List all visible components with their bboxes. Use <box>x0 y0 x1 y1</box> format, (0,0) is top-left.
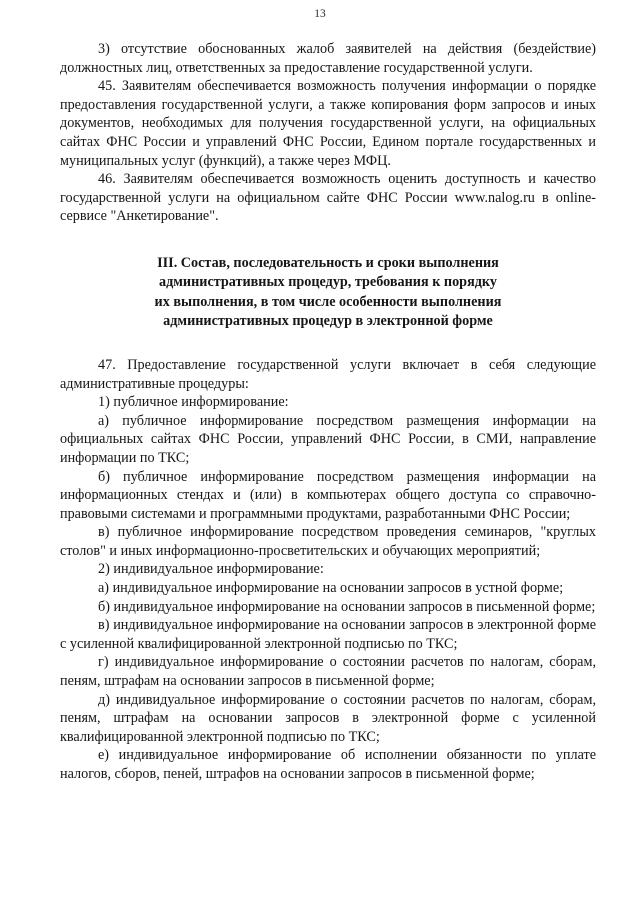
list-item-individual-b: б) индивидуальное информирование на основании запросов в письменной форме; <box>98 598 596 615</box>
section-heading-line: административных процедур, требования к порядку <box>158 274 497 291</box>
section-heading-line: III. Состав, последовательность и сроки выполнения <box>157 254 499 271</box>
paragraph-item-3: 3) отсутствие обоснованных жалоб заявителей на действия (бездействие) должностных лиц, ответственных за предоставление государственной услуги. <box>60 41 596 76</box>
list-item-public-b: б) публичное информирование посредством размещения информации на информационных стендах и (или) в компьютерах общего доступа со справочно-правовыми системами и программными продуктами, разработанными ФНС России; <box>60 468 596 522</box>
paragraph-45: 45. Заявителям обеспечивается возможность получения информации о порядке предоставления государственной услуги, а также копирования форм запросов и иных документов, необходимых для получения государственной услуги, на официальных сайтах ФНС России и управлений ФНС России, Едином портале государственных и муниципальных услуг (функций), а также через МФЦ. <box>60 78 596 169</box>
list-item-public-informing: 1) публичное информирование: <box>98 394 289 411</box>
list-item-public-v: в) публичное информирование посредством проведения семинаров, "круглых столов" и иных информационно-просветительских и обучающих мероприятий; <box>60 524 596 559</box>
list-item-individual-g: г) индивидуальное информирование о состоянии расчетов по налогам, сборам, пеням, штрафам на основании запросов в письменной форме; <box>60 654 596 690</box>
list-item-individual-informing: 2) индивидуальное информирование: <box>98 561 324 578</box>
section-heading <box>60 254 596 332</box>
list-item-individual-v: в) индивидуальное информирование на основании запросов в электронной форме с усиленной квалифицированной электронной подписью по ТКС; <box>60 617 596 652</box>
section-heading-line: административных процедур в электронной форме <box>163 313 493 330</box>
list-item-individual-a: а) индивидуальное информирование на основании запросов в устной форме; <box>98 580 564 597</box>
list-item-individual-e: е) индивидуальное информирование об исполнении обязанности по уплате налогов, сборов, пеней, штрафов на основании запросов в письменной форме; <box>60 747 596 782</box>
paragraph-46: 46. Заявителям обеспечивается возможность оценить доступность и качество государственной услуги на официальном сайте ФНС России www.nalog.ru в online-сервисе "Анкетирование". <box>60 171 596 225</box>
section-heading-line: их выполнения, в том числе особенности выполнения <box>154 293 502 310</box>
paragraph-47: 47. Предоставление государственной услуги включает в себя следующие административные процедуры: <box>60 356 596 392</box>
page-number: 13 <box>314 8 326 20</box>
list-item-individual-d: д) индивидуальное информирование о состоянии расчетов по налогам, сборам, пеням, штрафам на основании запросов в электронной форме с усиленной квалифицированной электронной подписью по ТКС; <box>60 691 596 745</box>
list-item-public-a: а) публичное информирование посредством размещения информации на официальных сайтах ФНС России, управлений ФНС России, в СМИ, направление информации по ТКС; <box>60 412 596 466</box>
document-body <box>60 40 596 784</box>
